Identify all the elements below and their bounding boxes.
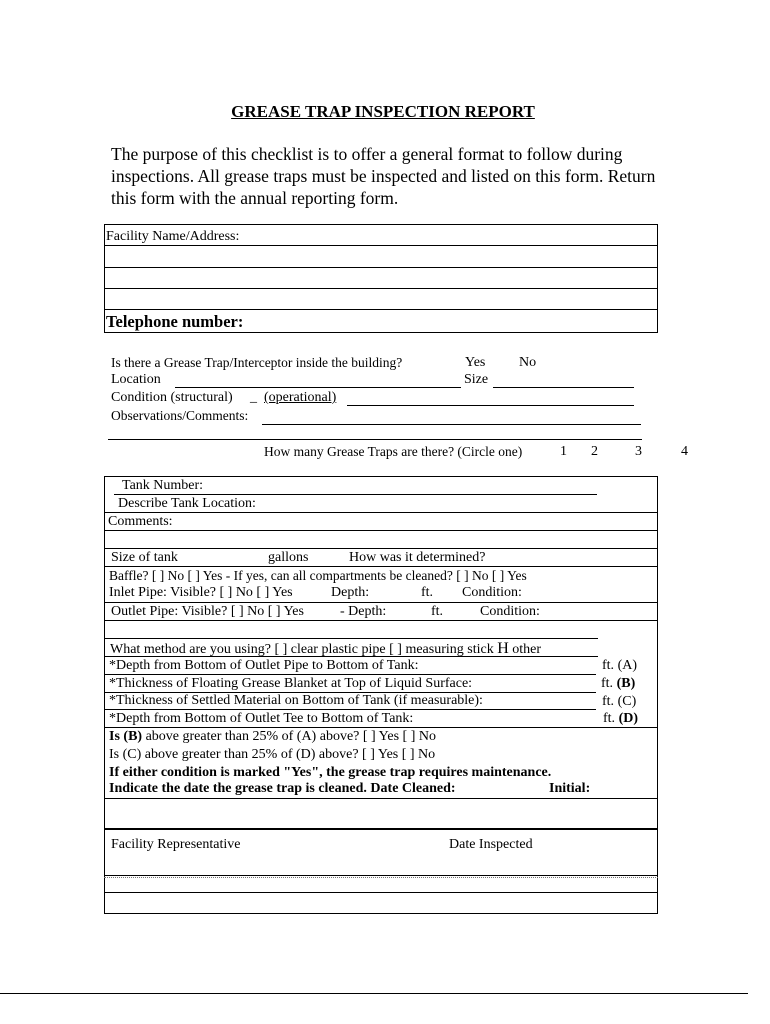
tank-divider-1 [104,512,658,513]
count-option-2[interactable]: 2 [591,444,598,459]
measurement-b-label: *Thickness of Floating Grease Blanket at Top of Liquid Surface: [109,676,473,691]
method-h-mark: H [497,640,509,657]
inlet-depth-label: Depth: [331,585,370,600]
inlet-ft-label: ft. [421,585,434,600]
method-top-rule [104,638,598,639]
tank-divider-7 [104,727,658,728]
facility-line-3[interactable] [104,288,658,289]
tank-divider-2 [104,530,658,531]
tank-number-label: Tank Number: [122,478,204,493]
measurement-c-unit: ft. (C) [602,694,637,709]
tank-comments-label: Comments: [108,514,173,529]
tank-number-field[interactable] [114,494,597,495]
tank-divider-4 [104,566,658,567]
count-option-4[interactable]: 4 [681,444,688,459]
check-c-line: Is (C) above greater than 25% of (D) above? [ ] Yes [ ] No [109,747,436,762]
condition-field[interactable] [347,405,634,406]
tank-divider-6 [104,620,658,621]
telephone-label: Telephone number: [106,312,244,331]
baffle-line: Baffle? [ ] No [ ] Yes - If yes, can all compartments be cleaned? [ ] No [ ] Yes [109,568,527,583]
measurement-c-label: *Thickness of Settled Material on Bottom of Tank (if measurable): [109,693,483,708]
size-field[interactable] [493,387,634,388]
how-determined-label: How was it determined? [349,550,486,565]
date-inspected-label: Date Inspected [449,837,533,852]
trap-no-option[interactable]: No [519,355,537,370]
inlet-condition-label: Condition: [462,585,522,600]
method-other: other [512,642,542,657]
facility-representative-label: Facility Representative [111,837,241,852]
signoff-line-1[interactable] [104,875,658,876]
count-option-1[interactable]: 1 [560,444,567,459]
tank-divider-8 [104,798,658,799]
measurement-d-unit: ft. (D) [603,711,638,726]
facility-line-4[interactable] [104,309,658,310]
page-bottom-rule [0,993,748,994]
gallons-label: gallons [268,550,309,565]
initial-label: Initial: [549,781,591,796]
check-b-line: Is (B) above greater than 25% of (A) above? [ ] Yes [ ] No [109,729,436,744]
location-field[interactable] [175,387,461,388]
how-many-traps-question: How many Grease Traps are there? (Circle one) [264,444,523,459]
tank-location-label: Describe Tank Location: [118,496,256,511]
measurement-c-field[interactable] [104,709,596,710]
outlet-ft-label: ft. [431,604,444,619]
inlet-pipe-line: Inlet Pipe: Visible? [ ] No [ ] Yes [109,585,293,600]
size-label: Size [464,372,489,387]
location-label: Location [111,372,161,387]
measurement-b-unit: ft. (B) [601,676,636,691]
facility-line-1[interactable] [104,245,658,246]
method-bottom-rule [104,656,598,657]
date-cleaned-label: Indicate the date the grease trap is cleaned. Date Cleaned: [109,781,456,796]
observations-field-1[interactable] [262,424,641,425]
measurement-a-unit: ft. (A) [602,658,637,673]
trap-inside-question: Is there a Grease Trap/Interceptor inside the building? [111,355,403,370]
signoff-dotted-line [104,877,658,878]
tank-size-label: Size of tank [111,550,178,565]
tank-divider-5 [104,602,658,603]
intro-paragraph: The purpose of this checklist is to offer a general format to follow during inspections. All grease traps must be inspected and listed on this form. Return this form with the annual reporting form. [111,144,656,208]
outlet-condition-label: Condition: [480,604,540,619]
condition-separator: _ [250,390,257,405]
measurement-a-field[interactable] [104,674,596,675]
facility-line-2[interactable] [104,267,658,268]
measurement-d-label: *Depth from Bottom of Outlet Tee to Bottom of Tank: [109,711,414,726]
outlet-pipe-line: Outlet Pipe: Visible? [ ] No [ ] Yes [111,604,304,619]
observations-field-2[interactable] [108,439,642,440]
operational-label: (operational) [264,390,337,405]
count-option-3[interactable]: 3 [635,444,642,459]
method-text: What method are you using? [ ] clear plastic pipe [ ] measuring stick [110,642,494,657]
signoff-line-2[interactable] [104,892,658,893]
observations-label: Observations/Comments: [111,408,249,423]
maintenance-notice: If either condition is marked "Yes", the grease trap requires maintenance. [109,765,552,780]
condition-structural-label: Condition (structural) [111,390,233,405]
report-title: GREASE TRAP INSPECTION REPORT [231,102,535,121]
outlet-depth-label: - Depth: [340,604,387,619]
tank-divider-3 [104,548,658,549]
trap-yes-option[interactable]: Yes [465,355,486,370]
facility-name-address-label: Facility Name/Address: [106,229,240,244]
measurement-a-label: *Depth from Bottom of Outlet Pipe to Bottom of Tank: [109,658,419,673]
